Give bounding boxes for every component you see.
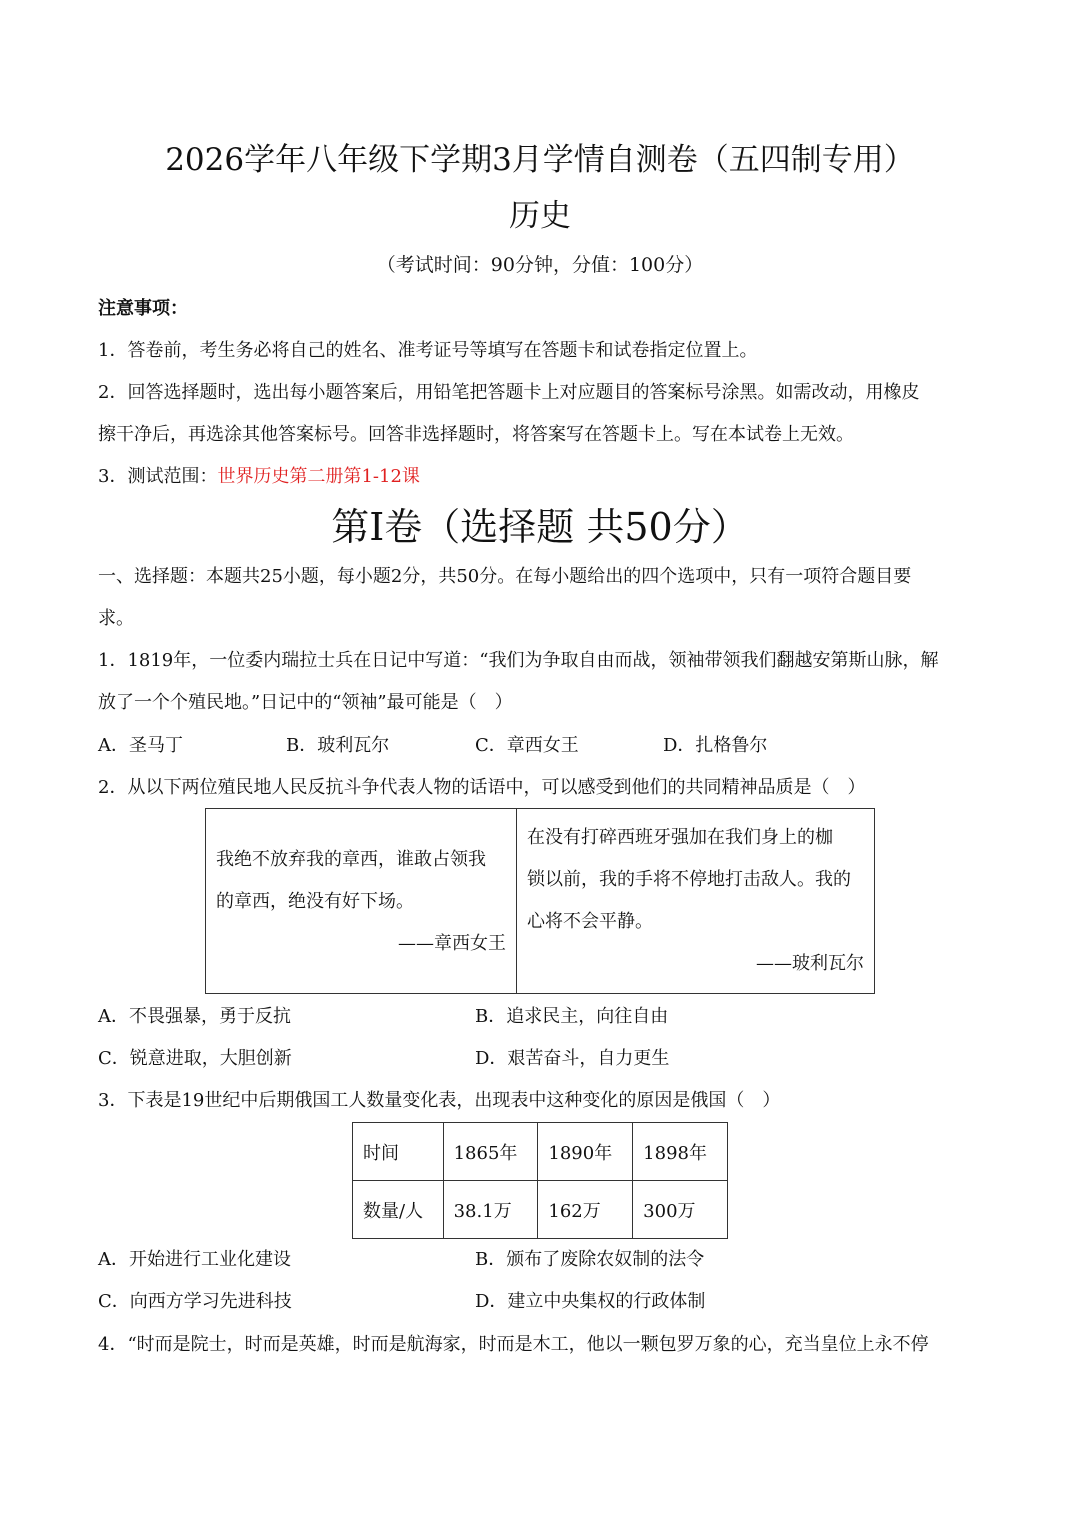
part-1-title: 第Ⅰ卷（选择题 共50分） xyxy=(331,505,749,549)
table-cell: 1898年 xyxy=(633,1123,728,1181)
q1-option-c[interactable]: C．章西女王 xyxy=(475,735,579,756)
q2-option-b[interactable]: B．追求民主，向往自由 xyxy=(475,1006,669,1027)
quote-bolivar-line-1: 在没有打碎西班牙强加在我们身上的枷 xyxy=(527,827,833,848)
test-scope: 世界历史第二册第1-12课 xyxy=(217,466,420,487)
notice-item-1: 1．答卷前，考生务必将自己的姓名、准考证号等填写在答题卡和试卷指定位置上。 xyxy=(98,340,758,361)
q2-option-d[interactable]: D．艰苦奋斗，自力更生 xyxy=(475,1048,670,1069)
q1-option-a[interactable]: A．圣马丁 xyxy=(98,735,183,756)
notice-item-3 xyxy=(98,462,420,492)
q2-quote-table xyxy=(205,808,875,994)
q3-option-d[interactable]: D．建立中央集权的行政体制 xyxy=(475,1291,706,1312)
q1-stem-line-2: 放了一个个殖民地。”日记中的“领袖”最可能是（ ） xyxy=(98,692,513,713)
quote-rani-signature: ——章西女王 xyxy=(398,933,506,954)
q4-stem-line-1: 4．“时而是院士，时而是英雄，时而是航海家，时而是木工，他以一颗包罗万象的心，充当皇位上永不停 xyxy=(98,1334,929,1355)
quote-bolivar-line-2: 锁以前，我的手将不停地打击敌人。我的 xyxy=(527,869,851,890)
quote-rani-line-1: 我绝不放弃我的章西，谁敢占领我 xyxy=(216,849,486,870)
table-row xyxy=(353,1181,728,1239)
table-cell: 1865年 xyxy=(443,1123,538,1181)
q3-stem: 3．下表是19世纪中后期俄国工人数量变化表，出现表中这种变化的原因是俄国（ ） xyxy=(98,1090,781,1111)
quote-rani-line-2: 的章西，绝没有好下场。 xyxy=(216,891,414,912)
exam-info: （考试时间：90分钟，分值：100分） xyxy=(376,254,704,276)
exam-title: 2026学年八年级下学期3月学情自测卷（五四制专用） xyxy=(165,142,915,178)
q1-stem-line-1: 1．1819年，一位委内瑞拉士兵在日记中写道：“我们为争取自由而战，领袖带领我们翻越安第斯山脉，解 xyxy=(98,650,939,671)
q2-option-a[interactable]: A．不畏强暴，勇于反抗 xyxy=(98,1006,291,1027)
table-cell: 1890年 xyxy=(538,1123,633,1181)
notice-heading: 注意事项： xyxy=(98,298,188,319)
q3-worker-table xyxy=(352,1122,728,1239)
notice-item-2-line-1: 2．回答选择题时，选出每小题答案后，用铅笔把答题卡上对应题目的答案标号涂黑。如需改动，用橡皮 xyxy=(98,382,920,403)
quote-cell-rani xyxy=(206,809,517,994)
q1-option-b[interactable]: B．玻利瓦尔 xyxy=(286,735,390,756)
table-cell: 38.1万 xyxy=(443,1181,538,1239)
quote-bolivar-line-3: 心将不会平静。 xyxy=(527,911,653,932)
section-instructions-line-2: 求。 xyxy=(98,608,134,629)
q3-option-a[interactable]: A．开始进行工业化建设 xyxy=(98,1249,291,1270)
notice-item-2-line-2: 擦干净后，再选涂其他答案标号。回答非选择题时，将答案写在答题卡上。写在本试卷上无效。 xyxy=(98,424,854,445)
q2-stem: 2．从以下两位殖民地人民反抗斗争代表人物的话语中，可以感受到他们的共同精神品质是（ ） xyxy=(98,777,866,798)
q1-option-d[interactable]: D．扎格鲁尔 xyxy=(663,735,768,756)
q3-option-c[interactable]: C．向西方学习先进科技 xyxy=(98,1291,292,1312)
table-cell: 162万 xyxy=(538,1181,633,1239)
q2-option-c[interactable]: C．锐意进取，大胆创新 xyxy=(98,1048,292,1069)
q3-option-b[interactable]: B．颁布了废除农奴制的法令 xyxy=(475,1249,705,1270)
table-cell: 数量/人 xyxy=(353,1181,444,1239)
notice-item-3-prefix: 3．测试范围： xyxy=(98,466,218,487)
quote-bolivar-signature: ——玻利瓦尔 xyxy=(756,953,864,974)
quote-cell-bolivar xyxy=(517,809,875,994)
section-instructions-line-1: 一、选择题：本题共25小题，每小题2分，共50分。在每小题给出的四个选项中，只有一项符合题目要 xyxy=(98,566,912,587)
table-cell: 300万 xyxy=(633,1181,728,1239)
table-row xyxy=(353,1123,728,1181)
subject-title: 历史 xyxy=(509,198,571,234)
table-cell: 时间 xyxy=(353,1123,444,1181)
